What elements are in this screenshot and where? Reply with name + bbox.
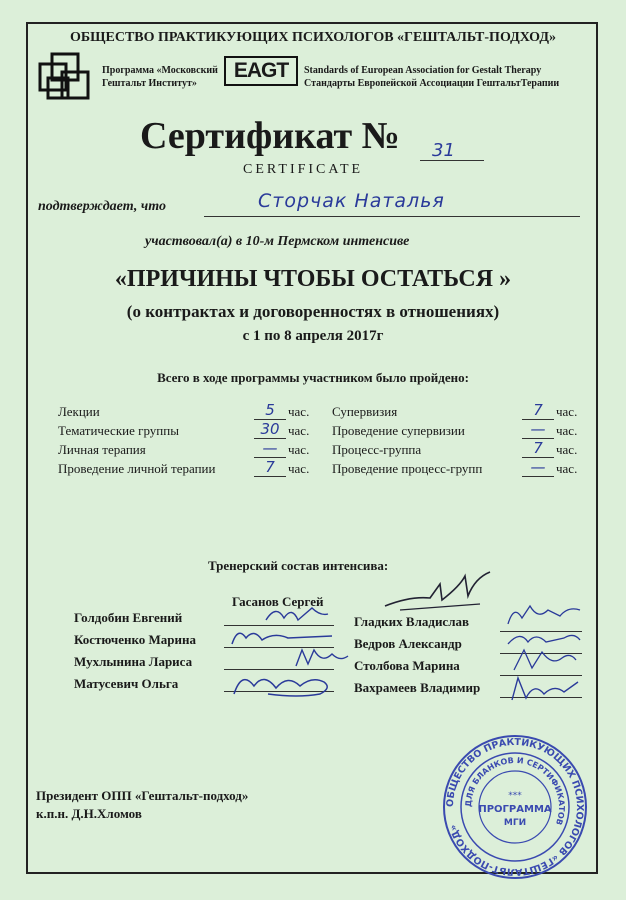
trainer-name: Гладких Владислав [354,614,470,629]
number-underline [420,160,484,161]
trainer-name: Костюченко Марина [74,632,197,647]
round-stamp [440,732,590,882]
president-line-1: Президент ОПП «Гештальт-подход» [36,788,249,803]
trainer-name: Ведров Александр [354,636,462,651]
hours-row: Лекции [58,404,100,419]
hours-row: Личная терапия [58,442,146,457]
confirm-label: подтверждает, что [38,199,166,214]
signature-vakhrameev [508,672,588,704]
hours-underline [522,457,554,458]
hours-underline [522,419,554,420]
hours-value: 7 [533,439,543,457]
course-dates: с 1 по 8 апреля 2017г [242,328,384,344]
eagt-logo: EAGT [224,56,298,86]
hours-unit: час. [556,404,578,419]
hours-row: Проведение супервизии [332,423,465,438]
hours-row: Процесс-группа [332,442,422,457]
standards-en: Standards of European Association for Gestalt Therapy [304,65,542,76]
certificate-title: Сертификат № [140,115,400,157]
program-line-2: Гештальт Институт» [102,78,197,89]
name-underline [204,216,580,217]
stamp-inner-text: ДЛЯ БЛАНКОВ И СЕРТИФИКАТОВ [463,755,567,827]
trainer-name: Матусевич Ольга [74,676,179,691]
hours-row: Тематические группы [58,423,179,438]
hours-unit: час. [288,461,310,476]
trainer-name: Мухлынина Лариса [74,654,193,669]
hours-underline [254,476,286,477]
hours-underline [254,419,286,420]
standards-ru: Стандарты Европейской Ассоциации ГештальтТерапии [304,78,560,89]
trainer-name: Столбова Марина [354,658,460,673]
hours-value: 30 [260,420,280,438]
hours-value: — [530,458,546,476]
program-line-1: Программа «Московский [102,65,218,76]
hours-unit: час. [288,404,310,419]
stamp-stars: *** [508,791,522,801]
course-title: «ПРИЧИНЫ ЧТОБЫ ОСТАТЬСЯ » [114,266,512,292]
hours-underline [254,438,286,439]
hours-row: Проведение процесс-групп [332,461,483,476]
hours-row: Проведение личной терапии [58,461,216,476]
trainer-name: Голдобин Евгений [74,610,183,625]
participated-text: участвовал(а) в 10-м Пермском интенсиве [145,234,410,249]
certificate-subtitle: CERTIFICATE [243,162,364,177]
signature-gasanov [380,566,500,616]
hours-unit: час. [288,423,310,438]
hours-underline [522,476,554,477]
hours-underline [522,438,554,439]
summary-heading: Всего в ходе программы участником было пройдено: [157,370,469,385]
mgi-logo [38,50,96,106]
hours-value: 5 [265,401,275,419]
stamp-center-1: ПРОГРАММА [478,804,552,815]
hours-value: — [262,439,278,457]
course-subtitle: (о контрактах и договоренностях в отношениях) [126,302,500,321]
recipient-name: Сторчак Наталья [258,190,445,212]
hours-unit: час. [288,442,310,457]
signature-matusevich [228,664,338,700]
president-line-2: к.п.н. Д.Н.Хломов [36,806,142,821]
stamp-outer-text: ОБЩЕСТВО ПРАКТИКУЮЩИХ ПСИХОЛОГОВ «ГЕШТАЛЬТ-ПОДХОД» [444,736,586,878]
trainers-heading: Тренерский состав интенсива: [208,558,389,573]
hours-unit: час. [556,461,578,476]
hours-unit: час. [556,423,578,438]
hours-value: — [530,420,546,438]
certificate-number: 31 [432,140,455,161]
hours-value: 7 [265,458,275,476]
stamp-center-2: МГИ [503,818,527,828]
hours-unit: час. [556,442,578,457]
hours-underline [254,457,286,458]
hours-row: Супервизия [332,404,398,419]
trainer-name: Вахрамеев Владимир [354,680,481,695]
trainer-name: Гасанов Сергей [232,594,324,609]
society-header: ОБЩЕСТВО ПРАКТИКУЮЩИХ ПСИХОЛОГОВ «ГЕШТАЛЬТ-ПОДХОД» [70,30,556,45]
hours-value: 7 [533,401,543,419]
